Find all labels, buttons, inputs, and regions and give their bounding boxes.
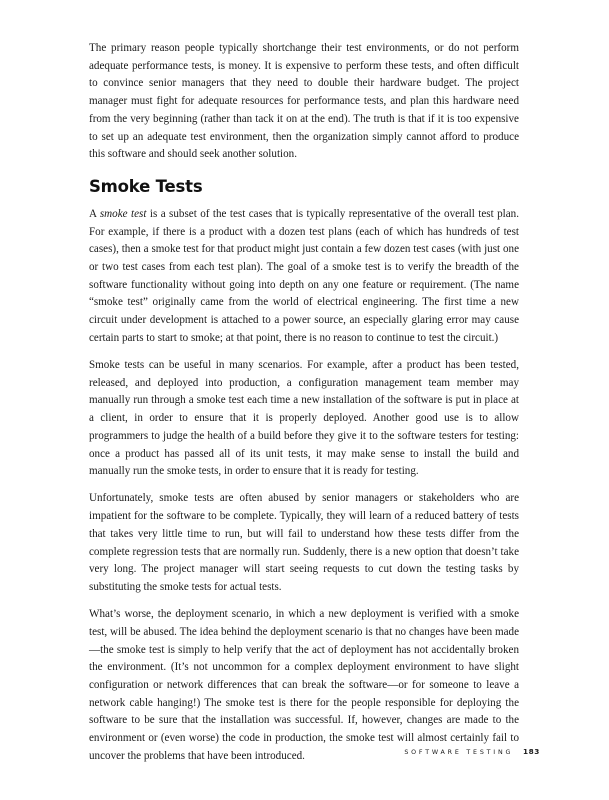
defined-term: smoke test: [99, 207, 147, 220]
smoke-test-usage-paragraph: Smoke tests can be useful in many scenarios. For example, after a product has been tested, released, and deployed into production, a configuration management team member may manually run through a smoke test each time a new installation of the software is put in place at a client, in order to ensure that it is properly deployed. Another good use is to allow programmers to judge the health of a build before they give it to the software testers for testing: once a product has passed all of its unit tests, it may make sense to install the build and manually run the smoke tests, in order to ensure that it is ready for testing.: [89, 359, 519, 478]
page-body: [89, 40, 519, 766]
smoke-test-definition-paragraph: [89, 206, 519, 348]
section-heading: Smoke Tests: [89, 176, 203, 196]
page-number: 183: [522, 747, 540, 756]
paragraph-lead: A: [89, 207, 100, 220]
page-footer: [380, 747, 540, 756]
running-head: SOFTWARE TESTING: [404, 749, 514, 756]
deployment-scenario-paragraph: What’s worse, the deployment scenario, in which a new deployment is verified with a smoke test, will be abused. The idea behind the deployment scenario is that no changes have been made—the smoke test is simply to help verify that the act of deployment has not accidentally broken the environment. (It’s not uncommon for a complex deployment environment to have slight configuration or network differences that can break the software—or for someone to leave a network cable hanging!) The smoke test is there for the people responsible for deploying the software to be sure that the installation was successful. If, however, changes are made to the environment or (even worse) the code in production, the smoke test will almost certainly fail to uncover the problems that have been introduced.: [89, 608, 519, 762]
smoke-test-abuse-paragraph: Unfortunately, smoke tests are often abused by senior managers or stakeholders who are impatient for the software to be complete. Typically, they will learn of a reduced battery of tests that takes very little time to run, but will fail to understand how these tests differ from the complete regression tests that are normally run. Suddenly, there is a new option that doesn’t take very long. The project manager will start seeing requests to cut down the testing tasks by substituting the smoke tests for actual tests.: [89, 492, 519, 593]
paragraph-text: is a subset of the test cases that is typically representative of the overall test plan. For example, if there is a product with a dozen test plans (each of which has hundreds of test cases), then a smoke test for that product might just contain a few dozen test cases (with just one or two test cases from each test plan). The goal of a smoke test is to verify the breadth of the software functionality without going into depth on any one feature or requirement. (The name “smoke test” originally came from the world of electrical engineering. The first time a new circuit under development is attached to a power source, an especially glaring error may cause certain parts to start to smoke; at that point, there is no reason to continue to test the circuit.): [89, 207, 519, 344]
intro-paragraph: The primary reason people typically shortchange their test environments, or do not perform adequate performance tests, is money. It is expensive to perform these tests, and often difficult to convince senior managers that they need to double their hardware budget. The project manager must fight for adequate resources for performance tests, and plan this hardware need from the very beginning (rather than tack it on at the end). The truth is that if it is too expensive to set up an adequate test environment, then the organization simply cannot afford to produce this software and should seek another solution.: [89, 42, 519, 161]
